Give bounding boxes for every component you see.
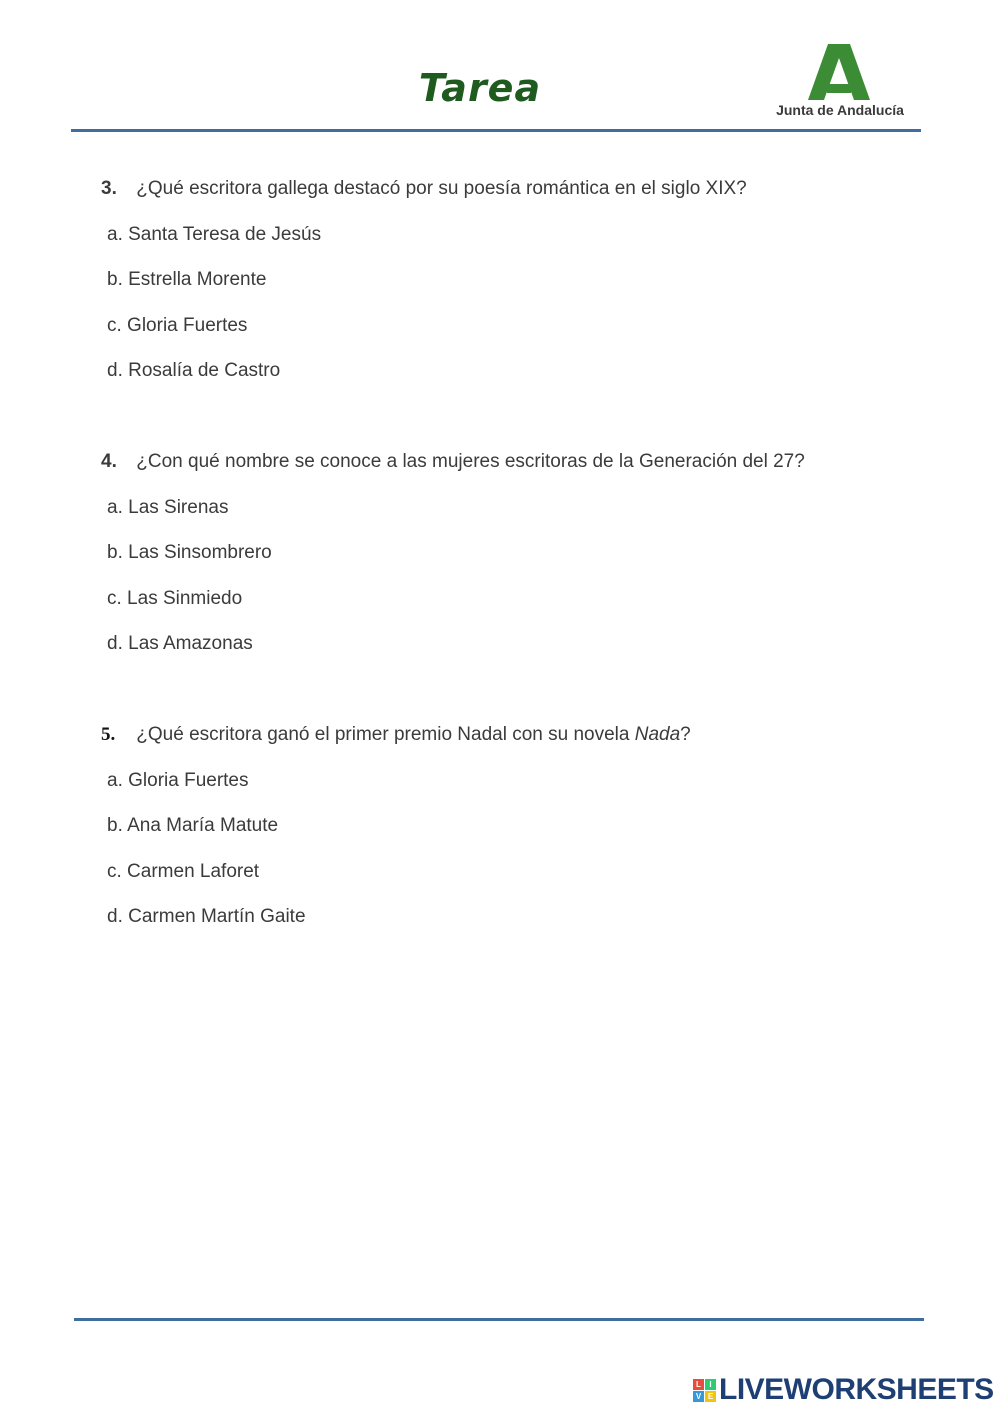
brand-text: LIVEWORKSHEETS [719,1373,994,1406]
mark-letter: I [705,1379,716,1390]
option-5b[interactable]: b. Ana María Matute [107,815,279,836]
liveworksheets-logo [693,1375,994,1405]
option-4c[interactable]: c. Las Sinmiedo [107,588,243,609]
option-5d[interactable]: d. Carmen Martín Gaite [107,906,306,927]
mark-letter: L [693,1379,704,1390]
option-4d[interactable]: d. Las Amazonas [107,633,253,654]
liveworksheets-mark-icon [693,1379,716,1402]
option-3d[interactable]: d. Rosalía de Castro [107,360,281,381]
logo-text: Junta de Andalucía [776,102,904,118]
question-5 [101,724,691,746]
question-number: 4. [101,451,117,472]
question-text: ¿Qué escritora gallega destacó por su poesía romántica en el siglo XIX? [136,178,747,199]
option-4b[interactable]: b. Las Sinsombrero [107,542,272,563]
option-4a[interactable]: a. Las Sirenas [107,497,229,518]
option-5a[interactable]: a. Gloria Fuertes [107,770,249,791]
question-text-after: ? [680,724,691,745]
mark-letter: E [705,1391,716,1402]
novel-title: Nada [634,724,681,745]
option-3c[interactable]: c. Gloria Fuertes [107,315,248,336]
question-3 [101,178,747,200]
option-3b[interactable]: b. Estrella Morente [107,269,267,290]
question-4 [101,451,805,473]
option-5c[interactable]: c. Carmen Laforet [107,861,260,882]
page-title: Tarea [418,66,542,110]
mark-letter: V [693,1391,704,1402]
question-number: 3. [101,178,117,199]
question-text-before: ¿Qué escritora ganó el primer premio Nadal con su novela [136,724,635,745]
andalucia-a-icon [808,44,870,100]
question-number: 5. [101,724,116,745]
junta-de-andalucia-logo [770,44,910,124]
header-divider [71,129,921,132]
question-text: ¿Con qué nombre se conoce a las mujeres escritoras de la Generación del 27? [136,451,805,472]
footer-divider [74,1318,924,1321]
option-3a[interactable]: a. Santa Teresa de Jesús [107,224,322,245]
